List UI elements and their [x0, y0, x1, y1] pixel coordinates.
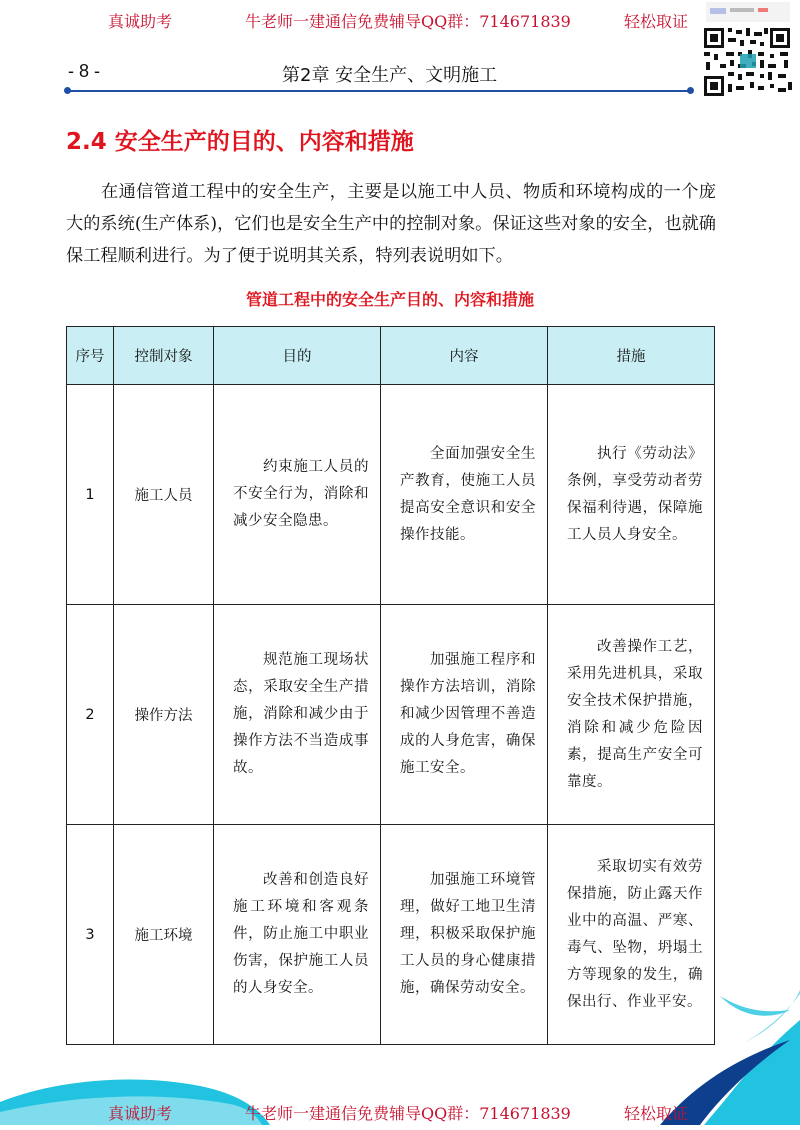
- table-row: [67, 385, 715, 605]
- cell-purpose: 规范施工现场状态，采取安全生产措施，消除和减少由于操作方法不当造成事故。: [214, 605, 381, 825]
- cell-purpose: 改善和创造良好施工环境和客观条件，防止施工中职业伤害，保护施工人员的人身安全。: [214, 825, 381, 1045]
- banner-left-text: 真诚助考: [108, 1104, 173, 1123]
- table-row: [67, 605, 715, 825]
- header-seq: 序号: [67, 327, 114, 385]
- rule-dot-right: [687, 87, 694, 94]
- rule-dot-left: [64, 87, 71, 94]
- top-banner: [0, 2, 700, 38]
- safety-table: [66, 326, 715, 1045]
- cell-purpose: 约束施工人员的不安全行为，消除和减少安全隐患。: [214, 385, 381, 605]
- cell-measures: 执行《劳动法》条例，享受劳动者劳保福利待遇，保障施工人员人身安全。: [548, 385, 715, 605]
- header-object: 控制对象: [114, 327, 214, 385]
- cell-content: 全面加强安全生产教育，使施工人员提高安全意识和安全操作技能。: [381, 385, 548, 605]
- cell-object: 操作方法: [114, 605, 214, 825]
- header-measures: 措施: [548, 327, 715, 385]
- cell-content: 加强施工环境管理，做好工地卫生清理，积极采取保护施工人员的身心健康措施，确保劳动安全。: [381, 825, 548, 1045]
- qr-code-image: [700, 0, 796, 100]
- cell-object: 施工环境: [114, 825, 214, 1045]
- cell-seq: 3: [67, 825, 114, 1045]
- section-title: 2.4 安全生产的目的、内容和措施: [66, 129, 414, 155]
- table-header-row: [67, 327, 715, 385]
- banner-right-text: 轻松取证: [624, 1104, 689, 1123]
- cell-seq: 1: [67, 385, 114, 605]
- banner-qq-group-text: 牛老师一建通信免费辅导QQ群：714671839: [245, 12, 571, 31]
- banner-right-text: 轻松取证: [624, 12, 689, 31]
- cell-object: 施工人员: [114, 385, 214, 605]
- cell-measures: 采取切实有效劳保措施，防止露天作业中的高温、严寒、毒气、坠物，坍塌土方等现象的发生，确保出行、作业平安。: [548, 825, 715, 1045]
- cell-seq: 2: [67, 605, 114, 825]
- banner-left-text: 真诚助考: [108, 12, 173, 31]
- table-caption: 管道工程中的安全生产目的、内容和措施: [245, 290, 534, 309]
- cell-measures: 改善操作工艺，采用先进机具，采取安全技术保护措施，消除和减少危险因素，提高生产安全可靠度。: [548, 605, 715, 825]
- header-content: 内容: [381, 327, 548, 385]
- banner-qq-group-text: 牛老师一建通信免费辅导QQ群：714671839: [245, 1104, 571, 1123]
- cell-content: 加强施工程序和操作方法培训，消除和减少因管理不善造成的人身危害，确保施工安全。: [381, 605, 548, 825]
- page-number: - 8 -: [68, 61, 101, 81]
- header-purpose: 目的: [214, 327, 381, 385]
- chapter-title: 第2章 安全生产、文明施工: [282, 65, 498, 86]
- intro-paragraph: 在通信管道工程中的安全生产，主要是以施工中人员、物质和环境构成的一个庞大的系统(生产体系)，它们也是安全生产中的控制对象。保证这些对象的安全，也就确保工程顺利进行。为了便于说明其关系，特列表说明如下。: [66, 182, 716, 266]
- header-rule: [66, 90, 691, 92]
